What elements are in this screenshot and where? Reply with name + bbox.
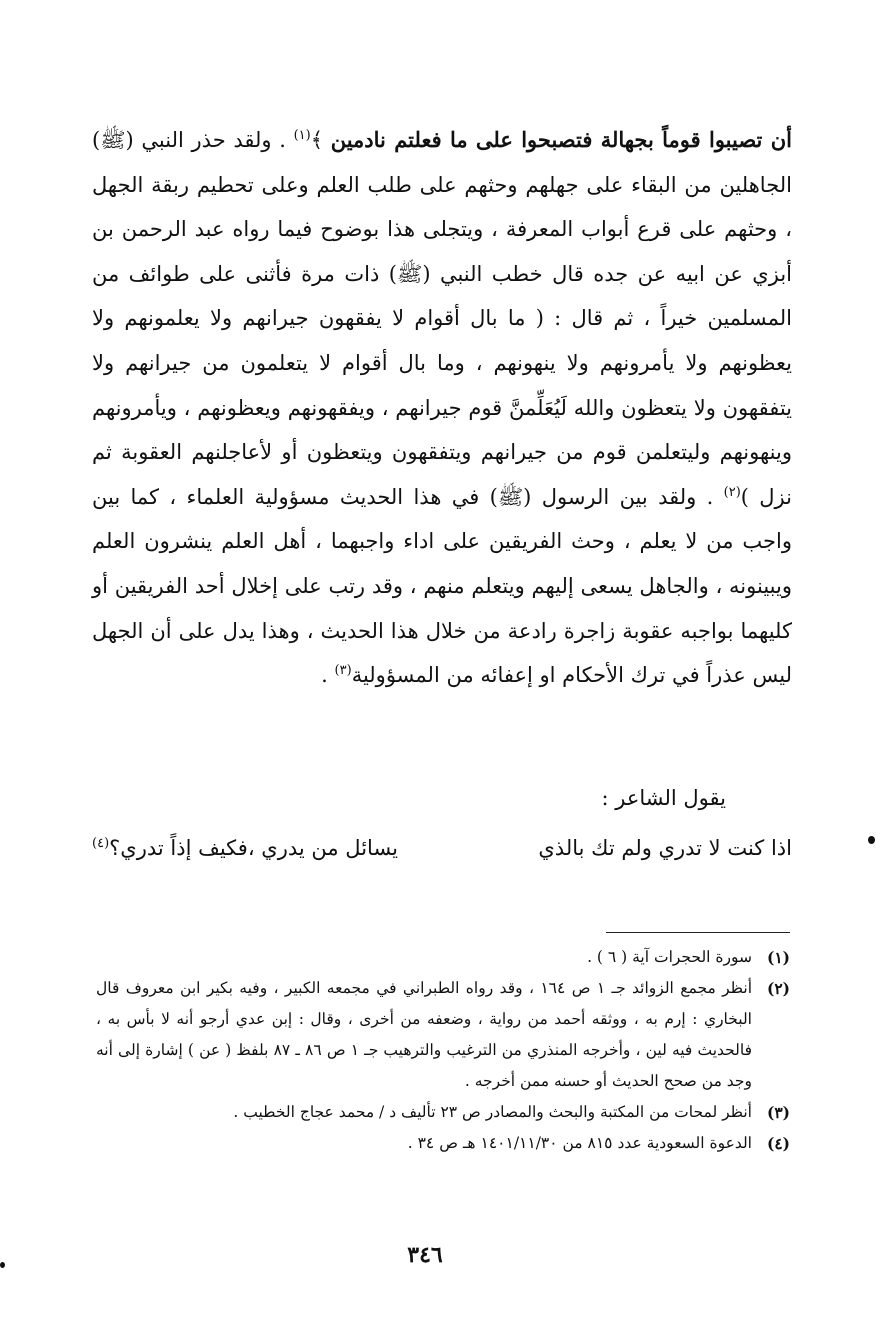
footnote-2 <box>96 973 790 1097</box>
footnote-3 <box>96 1097 790 1128</box>
quote-close-bracket: ﴾ <box>310 128 324 152</box>
scan-speck-left <box>0 1262 5 1268</box>
footnotes-section <box>96 942 790 1159</box>
verse-hemistich-1: اذا كنت لا تدري ولم تك بالذي <box>538 836 792 860</box>
footnote-number: (٣) <box>766 1103 790 1122</box>
footnote-number: (٤) <box>766 1134 790 1153</box>
footnote-1 <box>96 942 790 973</box>
scan-speck-right <box>868 836 875 844</box>
paragraph-text <box>92 118 792 698</box>
footnote-number: (٢) <box>766 979 790 998</box>
footnote-text: أنظر لمحات من المكتبة والبحث والمصادر ص ٢٣ تأليف د / محمد عجاج الخطيب . <box>233 1103 752 1121</box>
footnote-separator <box>606 932 790 933</box>
paragraph-end-period: . <box>321 663 328 688</box>
main-paragraph <box>92 118 792 698</box>
footnote-ref-1: (١) <box>293 128 311 143</box>
quran-quote: أن تصيبوا قوماً بجهالة فتصبحوا على ما فعلتم نادمين <box>330 127 792 152</box>
poet-intro: يقول الشاعر : <box>601 786 726 810</box>
footnote-number: (١) <box>766 948 790 967</box>
footnote-text: الدعوة السعودية عدد ٨١٥ من ١٤٠١/١١/٣٠ هـ ص ٣٤ . <box>407 1134 752 1152</box>
paragraph-text-part-1: . ولقد حذر النبي (ﷺ) الجاهلين من البقاء على جهلهم وحثهم على طلب العلم وعلى تحطيم ربقة الجهل ، وحثهم على قرع أبواب المعرفة ، ويتجلى هذا بوضوح فيما رواه عبد الرحمن بن أبزي عن ابيه عن جده قال خطب النبي (ﷺ) ذات مرة فأثنى على طوائف من المسلمين خيراً ، ثم قال : ( ما بال أقوام لا يفقهون جيرانهم ولا يعلمونهم ولا يعظونهم ولا يأمرونهم ولا ينهونهم ، وما بال أقوام لا يتعلمون من جيرانهم ولا يتفقهون ولا يتعظون والله لَيُعَلِّمنَّ قوم جيرانهم ، ويفقهونهم ويعظونهم ، ويأمرونهم وينهونهم وليتعلمن قوم من جيرانهم ويتفقهون ويتعظون أو لأعاجلنهم العقوبة ثم نزل ) <box>92 128 792 509</box>
footnote-4 <box>96 1128 790 1159</box>
verse-hemistich-2-text: يسائل من يدري ،فكيف إذاً تدري؟ <box>109 836 399 860</box>
footnote-ref-3: (٣) <box>334 663 352 679</box>
footnote-text: أنظر مجمع الزوائد جـ ١ ص ١٦٤ ، وقد رواه الطبراني في مجمعه الكبير ، وفيه بكير ابن معروف قال البخاري : إرم به ، ووثقه أحمد من رواية ، وضعفه من أخرى ، وقال : إبن عدي أرجو أنه لا بأس به ، فالحديث فيه لين ، وأخرجه المنذري من الترغيب والترهيب جـ ١ ص ٨٦ ـ ٨٧ بلفظ ( عن ) إشارة إلى أنه وجد من صحح الحديث أو حسنه ممن أخرجه . <box>96 979 753 1090</box>
paragraph-text-part-2: . ولقد بين الرسول (ﷺ) في هذا الحديث مسؤولية العلماء ، كما بين واجب من لا يعلم ، وحث الفريقين على اداء واجبهما ، أهل العلم ينشرون العلم ويبينونه ، والجاهل يسعى إليهم ويتعلم منهم ، وقد رتب على إخلال أحد الفريقين أو كليهما بواجبه عقوبة زاجرة رادعة من خلال هذا الحديث ، وهذا يدل على أن الجهل ليس عذراً في ترك الأحكام او إعفائه من المسؤولية <box>92 484 792 688</box>
verse-hemistich-2 <box>92 826 398 870</box>
page-number: ٣٤٦ <box>407 1242 443 1268</box>
footnote-ref-4: (٤) <box>92 836 110 851</box>
footnote-ref-2: (٢) <box>723 484 741 500</box>
footnote-text: سورة الحجرات آية ( ٦ ) . <box>587 948 752 966</box>
poetry-verse <box>92 826 792 870</box>
